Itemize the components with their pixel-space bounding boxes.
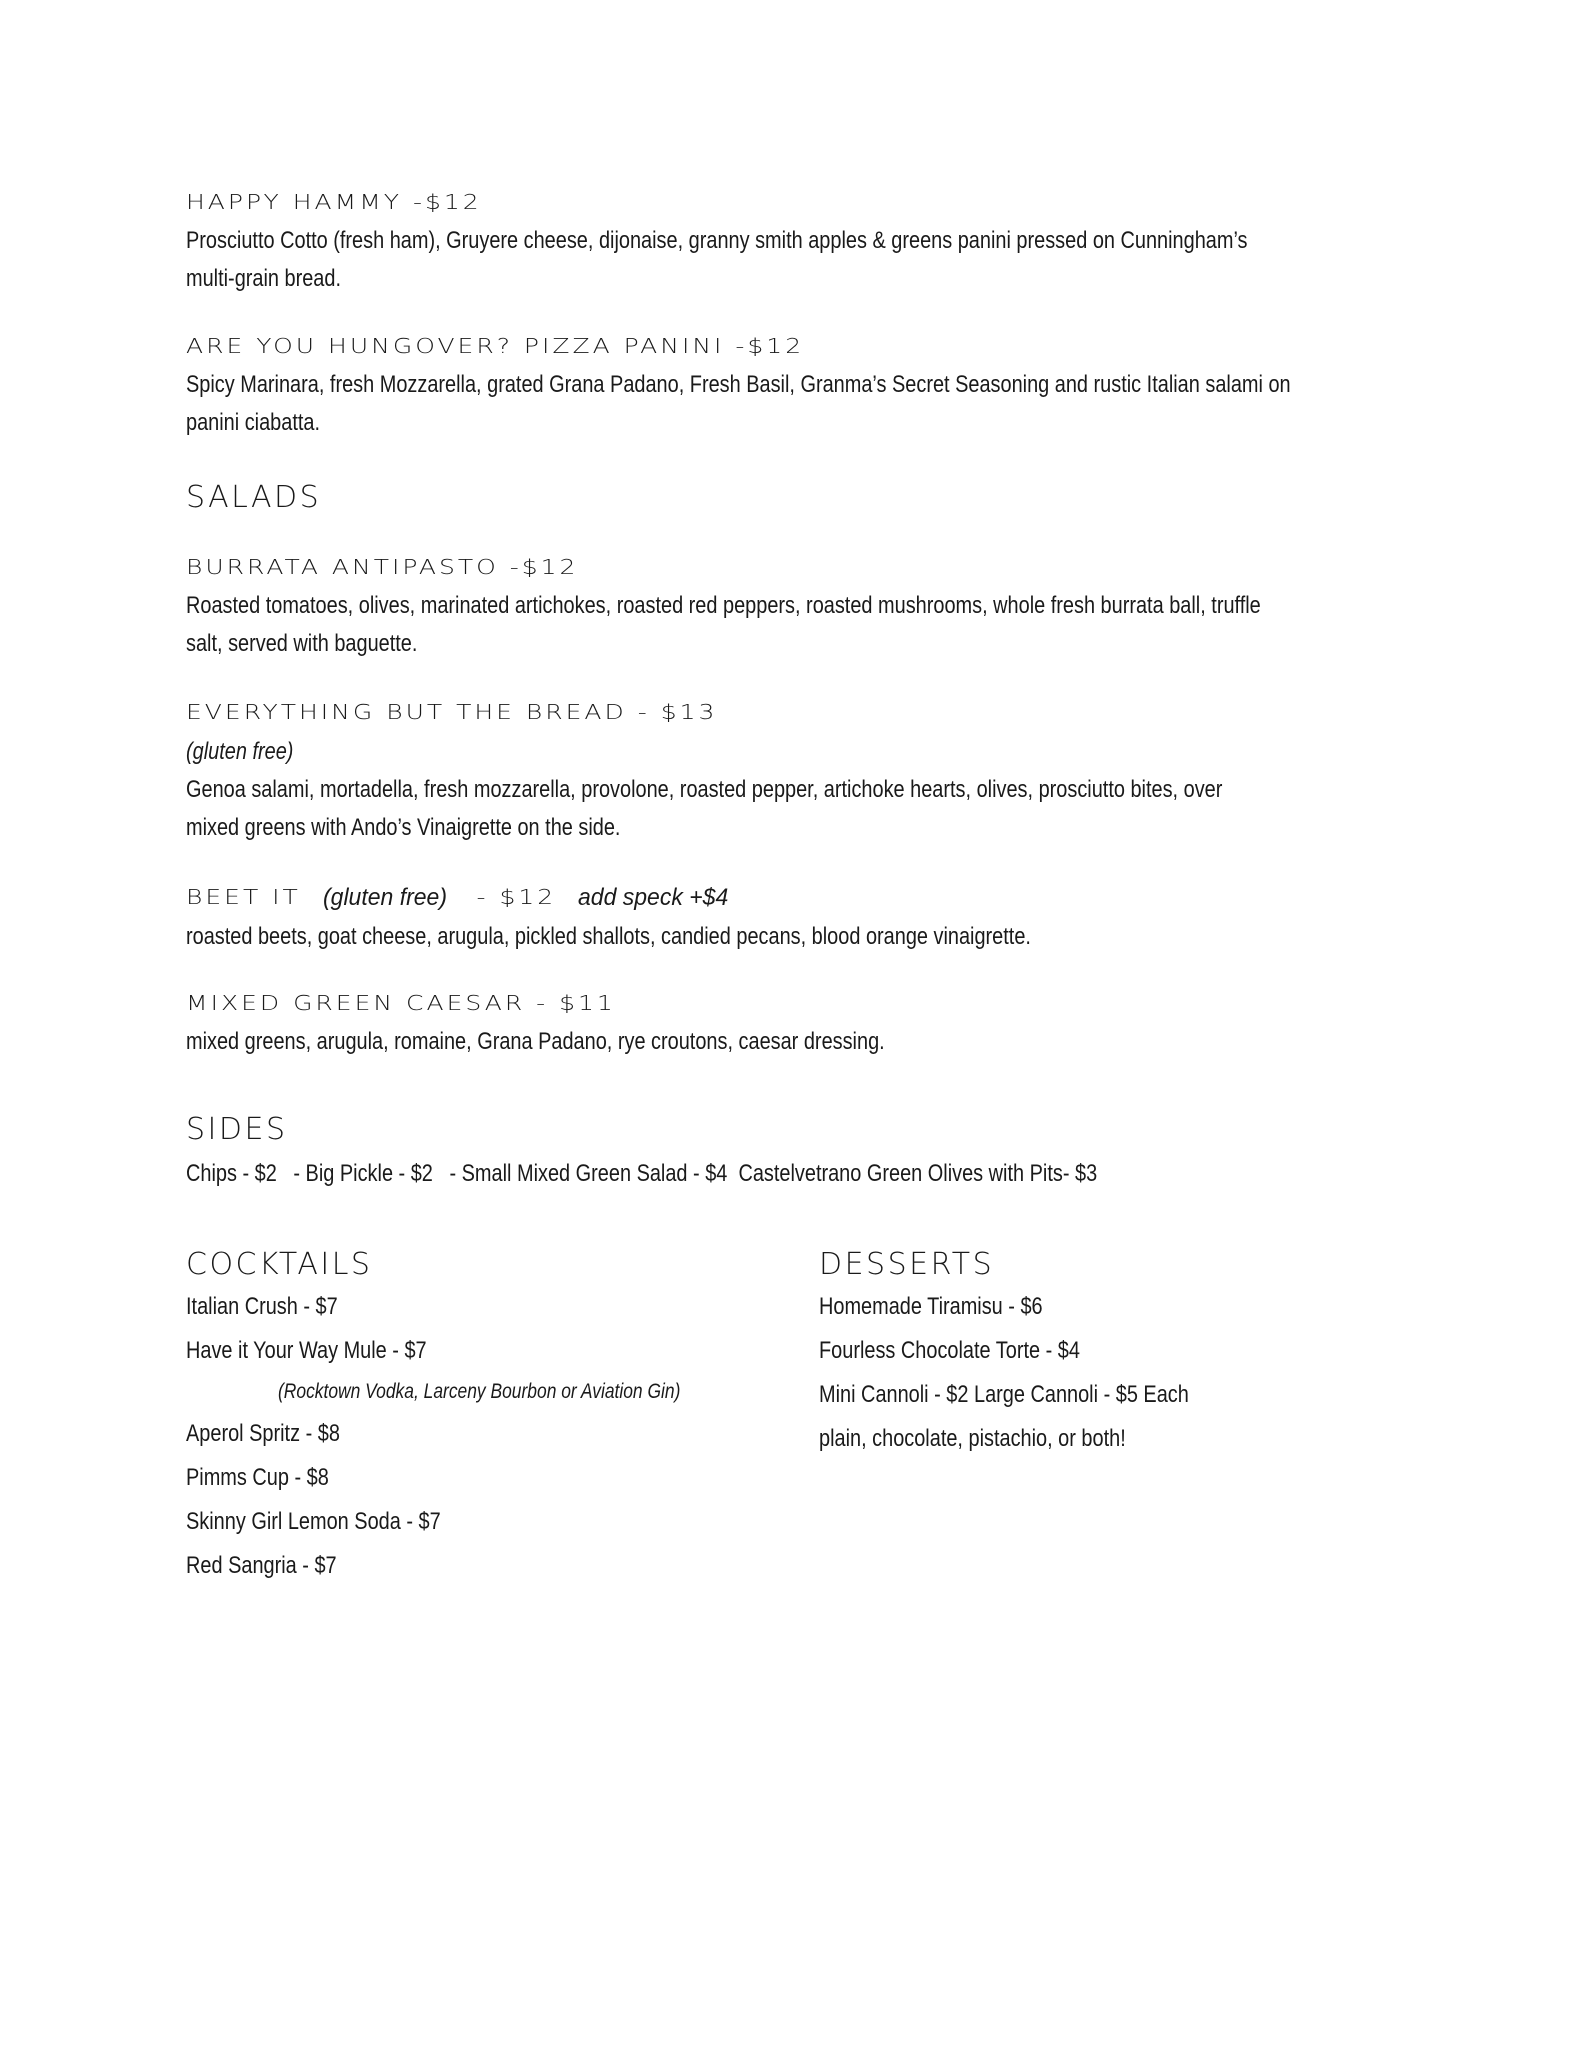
item-note-gluten-free: (gluten free) — [186, 738, 294, 765]
item-title-everything-but-the-bread: EVERYTHING BUT THE BREAD - $13 — [186, 700, 718, 724]
item-description-everything-line1: Genoa salami, mortadella, fresh mozzarella, provolone, roasted pepper, artichoke hearts, olives, prosciutto bites, over — [186, 776, 1223, 803]
section-title-salads: SALADS — [186, 480, 322, 515]
item-description-everything-line2: mixed greens with Ando’s Vinaigrette on the side. — [186, 814, 621, 841]
section-title-cocktails: COCKTAILS — [186, 1247, 373, 1282]
cocktail-item: Have it Your Way Mule - $7 — [186, 1337, 427, 1364]
cocktail-item: Italian Crush - $7 — [186, 1293, 338, 1320]
item-title-beet-it-name: BEET IT — [186, 885, 301, 909]
item-description-burrata-line2: salt, served with baguette. — [186, 630, 418, 657]
item-title-beet-it-price: - $12 — [476, 885, 557, 909]
item-title-beet-it — [186, 885, 749, 910]
item-title-burrata-antipasto: BURRATA ANTIPASTO -$12 — [186, 555, 579, 579]
item-description-mixed-green-caesar: mixed greens, arugula, romaine, Grana Padano, rye croutons, caesar dressing. — [186, 1028, 885, 1055]
sides-list: Chips - $2 - Big Pickle - $2 - Small Mixed Green Salad - $4 Castelvetrano Green Olives with Pits- $3 — [186, 1160, 1098, 1187]
item-title-beet-it-addon: add speck +$4 — [578, 883, 729, 911]
item-description-happy-hammy-line2: multi-grain bread. — [186, 265, 342, 292]
item-description-burrata-line1: Roasted tomatoes, olives, marinated artichokes, roasted red peppers, roasted mushrooms, whole fresh burrata ball, truffle — [186, 592, 1261, 619]
dessert-item: Homemade Tiramisu - $6 — [819, 1293, 1043, 1320]
item-title-happy-hammy: HAPPY HAMMY -$12 — [186, 190, 482, 214]
dessert-item: Fourless Chocolate Torte - $4 — [819, 1337, 1080, 1364]
cocktail-item: Skinny Girl Lemon Soda - $7 — [186, 1508, 441, 1535]
item-title-mixed-green-caesar: MIXED GREEN CAESAR - $11 — [186, 991, 616, 1015]
dessert-flavors: plain, chocolate, pistachio, or both! — [819, 1425, 1126, 1452]
section-title-sides: SIDES — [186, 1112, 288, 1147]
item-title-beet-it-note: (gluten free) — [322, 883, 447, 911]
cocktail-item: Pimms Cup - $8 — [186, 1464, 329, 1491]
cocktail-item: Red Sangria - $7 — [186, 1552, 337, 1579]
dessert-item: Mini Cannoli - $2 Large Cannoli - $5 Each — [819, 1381, 1189, 1408]
cocktail-spirit-options: (Rocktown Vodka, Larceny Bourbon or Aviation Gin) — [278, 1380, 681, 1403]
cocktail-item: Aperol Spritz - $8 — [186, 1420, 340, 1447]
item-description-pizza-panini-line1: Spicy Marinara, fresh Mozzarella, grated Grana Padano, Fresh Basil, Granma’s Secret Seasoning and rustic Italian salami on — [186, 371, 1291, 398]
item-description-happy-hammy-line1: Prosciutto Cotto (fresh ham), Gruyere cheese, dijonaise, granny smith apples & greens panini pressed on Cunningham’s — [186, 227, 1248, 254]
item-description-pizza-panini-line2: panini ciabatta. — [186, 409, 321, 436]
section-title-desserts: DESSERTS — [819, 1247, 995, 1282]
item-title-pizza-panini: ARE YOU HUNGOVER? PIZZA PANINI -$12 — [186, 334, 805, 358]
item-description-beet-it: roasted beets, goat cheese, arugula, pickled shallots, candied pecans, blood orange vinaigrette. — [186, 923, 1031, 950]
